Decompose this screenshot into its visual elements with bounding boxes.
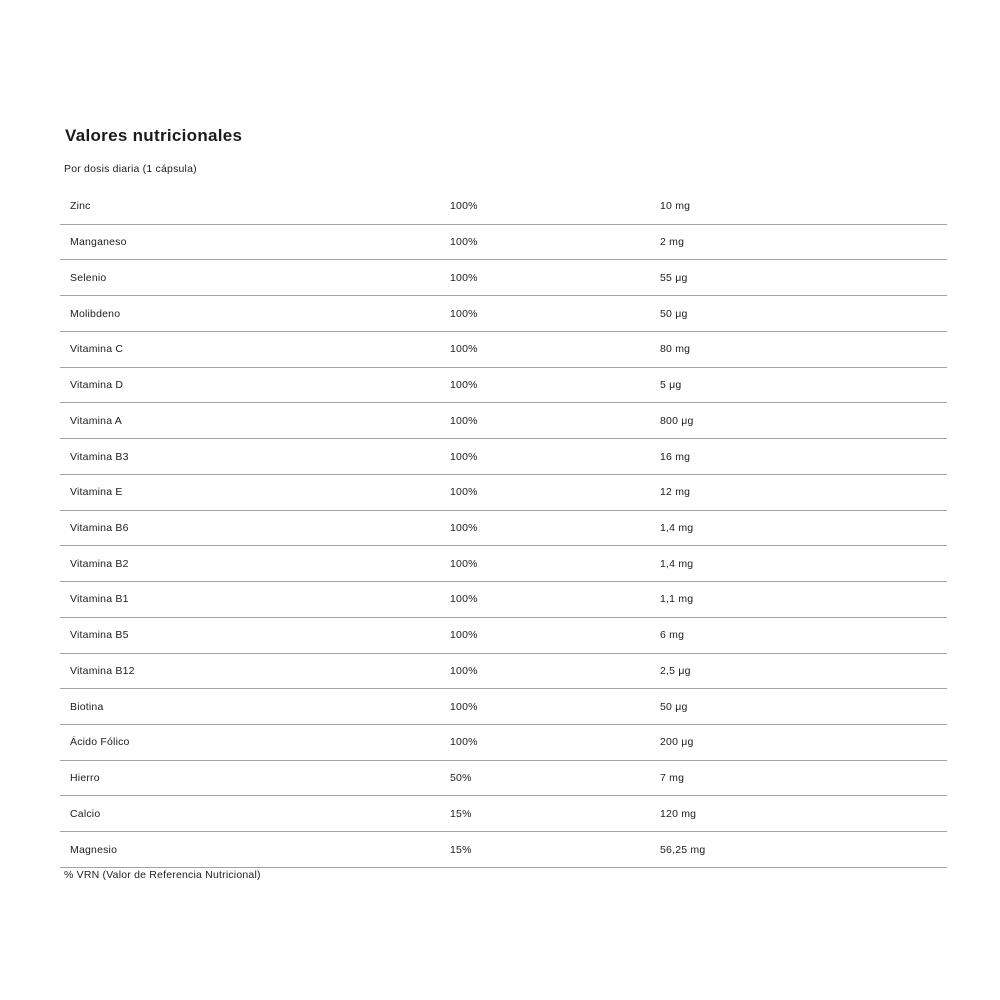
nutrient-amount: 2,5 μg [660,664,691,677]
nutrient-name: Vitamina B12 [70,664,135,677]
table-row [60,332,947,368]
nutrient-amount: 80 mg [660,343,691,356]
nutrient-amount: 6 mg [660,629,685,642]
table-row [60,403,947,439]
nutrient-name: Vitamina E [70,486,123,499]
nutrient-vrn-percent: 100% [450,271,478,284]
nutrient-name: Vitamina D [70,379,124,392]
table-row [60,260,947,296]
table-row [60,582,947,618]
nutrient-amount: 50 μg [660,700,688,713]
table-row [60,689,947,725]
nutrient-name: Selenio [70,271,107,284]
nutrient-amount: 120 mg [660,807,697,820]
nutrient-amount: 50 μg [660,307,688,320]
nutrient-name: Vitamina B6 [70,521,129,534]
table-row [60,475,947,511]
nutrient-vrn-percent: 15% [450,843,472,856]
nutrient-amount: 56,25 mg [660,843,706,856]
nutrient-amount: 800 μg [660,414,694,427]
nutrient-name: Manganeso [70,236,127,249]
nutrition-table [60,189,947,868]
table-row [60,546,947,582]
page-title: Valores nutricionales [65,126,243,145]
nutrient-amount: 1,1 mg [660,593,694,606]
nutrient-amount: 10 mg [660,200,691,213]
nutrient-amount: 200 μg [660,736,694,749]
table-row [60,368,947,404]
nutrient-vrn-percent: 100% [450,629,478,642]
nutrient-vrn-percent: 100% [450,450,478,463]
nutrient-vrn-percent: 100% [450,593,478,606]
table-row [60,511,947,547]
table-row [60,618,947,654]
nutrient-name: Zinc [70,200,91,213]
nutrient-name: Calcio [70,807,101,820]
nutrient-vrn-percent: 100% [450,307,478,320]
nutrient-vrn-percent: 100% [450,236,478,249]
table-row [60,296,947,332]
table-row [60,439,947,475]
table-row [60,832,947,868]
nutrient-amount: 12 mg [660,486,691,499]
nutrient-amount: 55 μg [660,271,688,284]
nutrient-vrn-percent: 100% [450,700,478,713]
nutrient-name: Vitamina C [70,343,124,356]
nutrient-vrn-percent: 15% [450,807,472,820]
nutrient-name: Molibdeno [70,307,121,320]
nutrient-name: Vitamina B2 [70,557,129,570]
nutrient-vrn-percent: 100% [450,379,478,392]
nutrient-name: Biotina [70,700,104,713]
nutrient-name: Vitamina B5 [70,629,129,642]
dose-subtitle: Por dosis diaria (1 cápsula) [64,163,197,175]
nutrient-name: Magnesio [70,843,118,856]
nutrient-vrn-percent: 100% [450,664,478,677]
table-row [60,654,947,690]
nutrient-vrn-percent: 100% [450,486,478,499]
nutrient-vrn-percent: 100% [450,200,478,213]
nutrient-vrn-percent: 100% [450,736,478,749]
nutrient-vrn-percent: 100% [450,557,478,570]
table-row [60,225,947,261]
nutrient-name: Vitamina A [70,414,123,427]
nutrient-name: Hierro [70,772,100,785]
nutrient-vrn-percent: 50% [450,772,472,785]
nutrient-amount: 7 mg [660,772,685,785]
vrn-footnote: % VRN (Valor de Referencia Nutricional) [64,869,261,881]
nutrient-amount: 1,4 mg [660,521,694,534]
nutrient-amount: 1,4 mg [660,557,694,570]
nutrient-vrn-percent: 100% [450,521,478,534]
nutrient-amount: 2 mg [660,236,685,249]
table-row [60,761,947,797]
table-row [60,796,947,832]
nutrient-amount: 16 mg [660,450,691,463]
table-row [60,725,947,761]
nutrient-amount: 5 μg [660,379,682,392]
nutrient-vrn-percent: 100% [450,343,478,356]
nutrient-name: Ácido Fólico [70,736,130,749]
nutrient-name: Vitamina B1 [70,593,129,606]
nutrient-name: Vitamina B3 [70,450,129,463]
nutrient-vrn-percent: 100% [450,414,478,427]
table-row [60,189,947,225]
